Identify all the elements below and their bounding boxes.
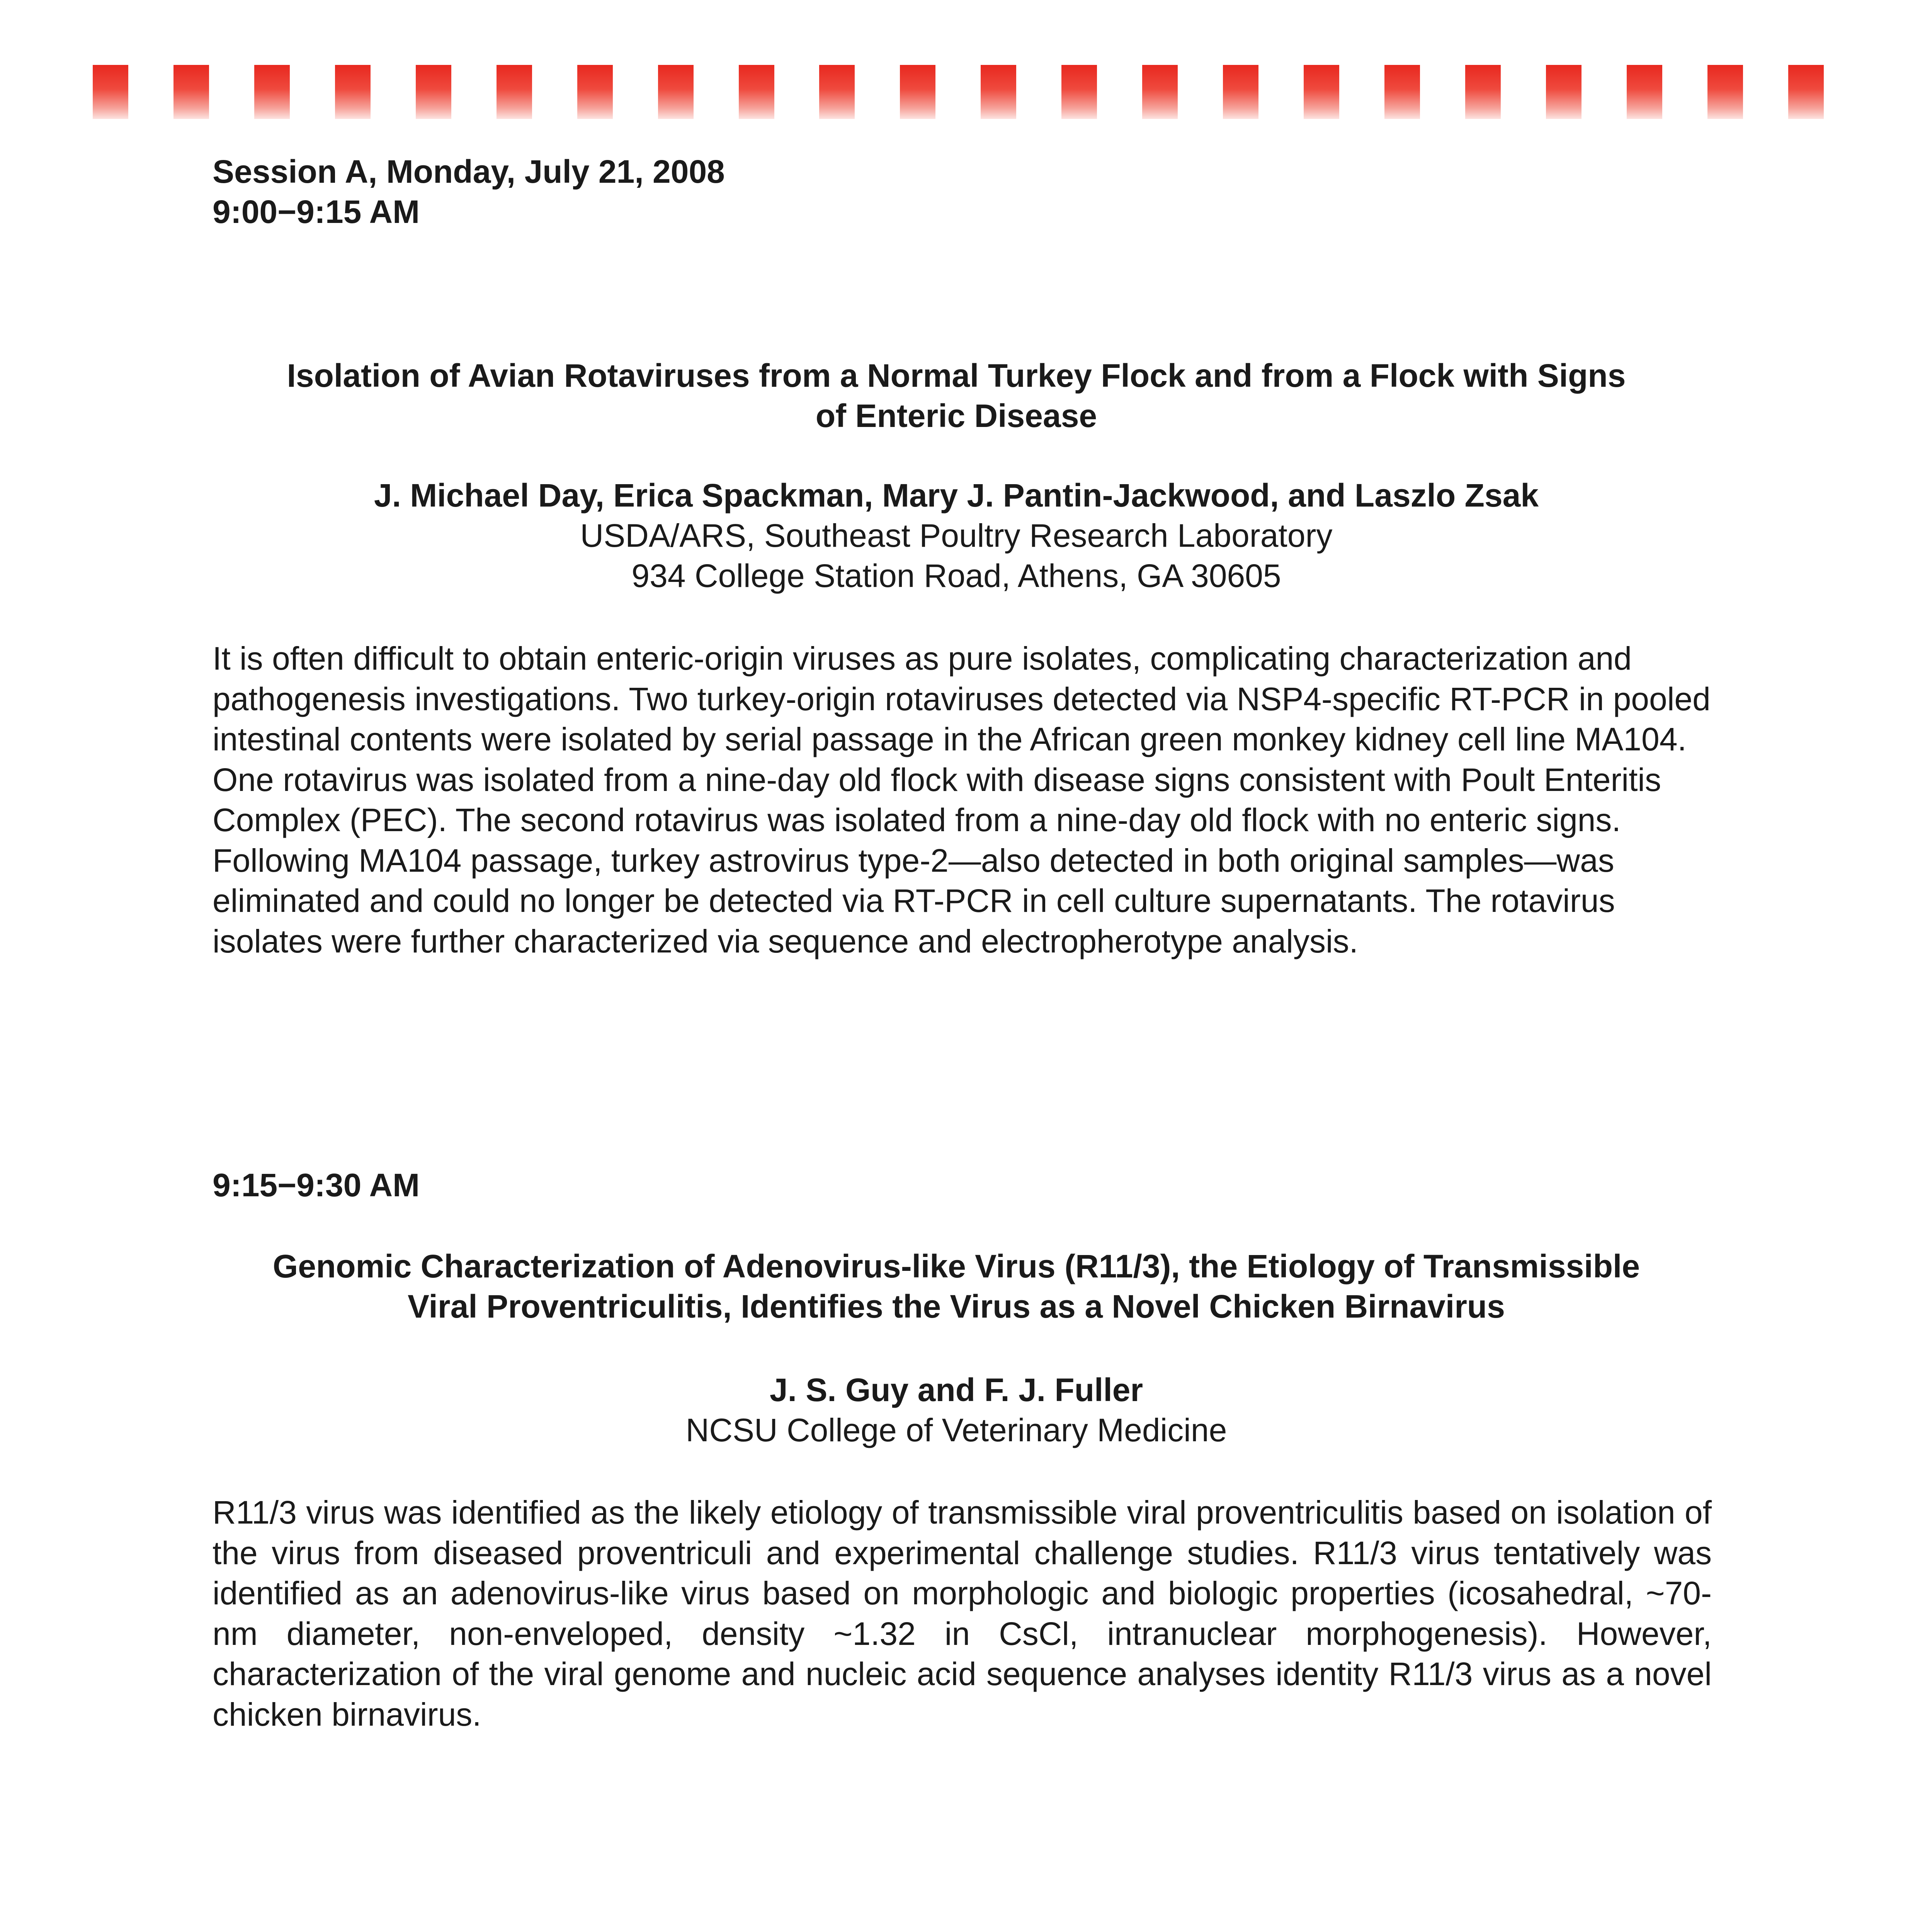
talk2-title-line1: Genomic Characterization of Adenovirus-like Virus (R11/3), the Etiology of Transmissible xyxy=(272,1248,1640,1284)
decorative-dash xyxy=(819,65,855,119)
decorative-dash xyxy=(93,65,128,119)
decorative-dash xyxy=(1707,65,1743,119)
talk2-abstract: R11/3 virus was identified as the likely etiology of transmissible viral proventriculitis based on isolation of the virus from diseased proventriculi and experimental challenge studies. R11/3 virus tentatively was identified as an adenovirus-like virus based on morphologic and biologic properties (icosahedral, ~70-nm diameter, non-enveloped, density ~1.32 in CsCl, intranuclear morphogenesis). However, characterization of the viral genome and nucleic acid sequence analyses identity R11/3 virus as a novel chicken birnavirus. xyxy=(213,1494,1712,1733)
talk2-author-block xyxy=(213,1370,1700,1450)
decorative-dash-bar xyxy=(93,65,1824,119)
talk1-title-line1: Isolation of Avian Rotaviruses from a Normal Turkey Flock and from a Flock with Signs xyxy=(287,357,1626,394)
talk2-time: 9:15−9:30 AM xyxy=(213,1167,420,1203)
talk2-authors: J. S. Guy and F. J. Fuller xyxy=(769,1372,1143,1408)
decorative-dash xyxy=(1142,65,1178,119)
talk2-title-line2: Viral Proventriculitis, Identifies the Virus as a Novel Chicken Birnavirus xyxy=(408,1288,1505,1325)
session-date: Session A, Monday, July 21, 2008 xyxy=(213,153,725,190)
talk1-affiliation-line1: USDA/ARS, Southeast Poultry Research Laboratory xyxy=(580,517,1333,554)
decorative-dash xyxy=(1384,65,1420,119)
decorative-dash xyxy=(1304,65,1339,119)
decorative-dash xyxy=(1223,65,1258,119)
decorative-dash xyxy=(658,65,694,119)
decorative-dash xyxy=(173,65,209,119)
decorative-dash xyxy=(1546,65,1581,119)
decorative-dash xyxy=(1465,65,1501,119)
decorative-dash xyxy=(1627,65,1662,119)
decorative-dash xyxy=(335,65,371,119)
talk2-title xyxy=(213,1246,1700,1327)
talk1-authors: J. Michael Day, Erica Spackman, Mary J. Pantin-Jackwood, and Laszlo Zsak xyxy=(374,477,1539,514)
talk1-author-block xyxy=(213,475,1700,596)
decorative-dash xyxy=(1788,65,1824,119)
decorative-dash xyxy=(981,65,1016,119)
talk1-time: 9:00−9:15 AM xyxy=(213,194,420,230)
talk1-affiliation-line2: 934 College Station Road, Athens, GA 30605 xyxy=(631,558,1281,594)
talk1-title-line2: of Enteric Disease xyxy=(815,398,1097,434)
decorative-dash xyxy=(739,65,774,119)
decorative-dash xyxy=(497,65,532,119)
talk1-title xyxy=(213,355,1700,436)
talk1-abstract: It is often difficult to obtain enteric-origin viruses as pure isolates, complicating characterization and pathogenesis investigations. Two turkey-origin rotaviruses detected via NSP4-specific RT-PCR in pooled intestinal contents were isolated by serial passage in the African green monkey kidney cell line MA104. One rotavirus was isolated from a nine-day old flock with disease signs consistent with Poult Enteritis Complex (PEC). The second rotavirus was isolated from a nine-day old flock with no enteric signs. Following MA104 passage, turkey astrovirus type-2—also detected in both original samples—was eliminated and could no longer be detected via RT-PCR in cell culture supernatants. The rotavirus isolates were further characterized via sequence and electropherotype analysis. xyxy=(213,640,1711,959)
decorative-dash xyxy=(1061,65,1097,119)
decorative-dash xyxy=(254,65,290,119)
decorative-dash xyxy=(577,65,613,119)
decorative-dash xyxy=(416,65,451,119)
session-header xyxy=(213,151,725,232)
talk2-affiliation-line1: NCSU College of Veterinary Medicine xyxy=(685,1412,1227,1448)
decorative-dash xyxy=(900,65,935,119)
